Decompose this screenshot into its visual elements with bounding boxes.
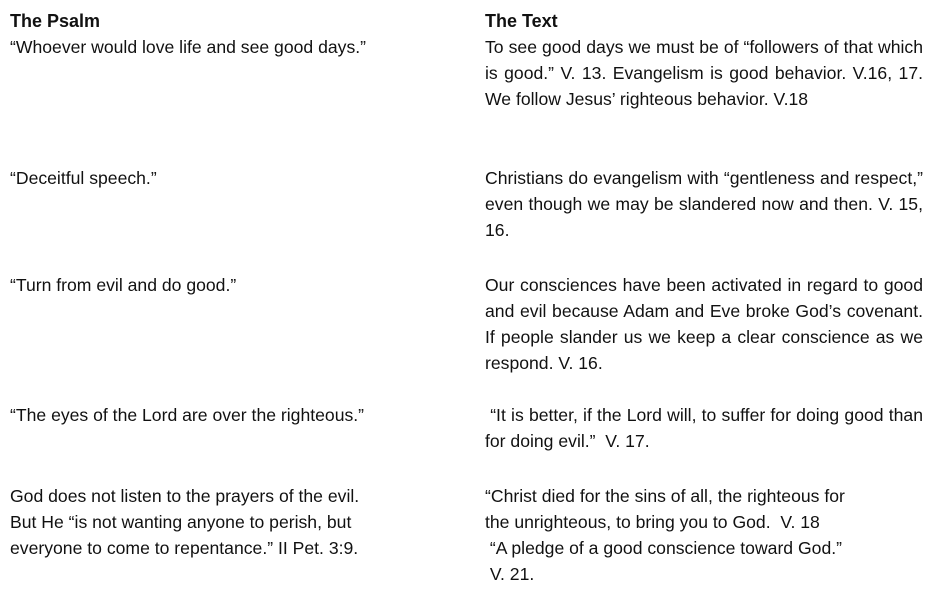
text-column <box>485 8 928 584</box>
psalm-row-1 <box>10 34 450 60</box>
psalm-row-5-line-2: But He “is not wanting anyone to perish, but <box>10 512 352 532</box>
psalm-row-4-line-1: “The eyes of the Lord are over the righteous.” <box>10 405 365 425</box>
text-row-5-line-1: “Christ died for the sins of all, the righteous for <box>485 486 845 506</box>
text-row-4: “It is better, if the Lord will, to suffer for doing good than for doing evil.” V. 17. <box>485 405 928 451</box>
text-row-2: Christians do evangelism with “gentleness and respect,” even though we may be slandered now and then. V. 15, 16. <box>485 168 923 240</box>
text-row-5-line-4: V. 21. <box>485 564 535 584</box>
psalm-heading: The Psalm <box>10 11 101 31</box>
text-row-5-line-3: “A pledge of a good conscience toward God.” <box>485 538 842 558</box>
psalm-row-4 <box>10 402 450 428</box>
text-row-3: Our consciences have been activated in regard to good and evil because Adam and Eve broke God’s covenant. If people slander us we keep a clear conscience as we respond. V. 16. <box>485 275 923 373</box>
psalm-row-1-line-1: “Whoever would love life and see good days.” <box>10 37 366 57</box>
psalm-row-5-line-3: everyone to come to repentance.” II Pet. 3:9. <box>10 538 359 558</box>
text-row-1: To see good days we must be of “followers of that which is good.” V. 13. Evangelism is good behavior. V.16, 17. We follow Jesus’ righteous behavior. V.18 <box>485 37 923 109</box>
text-row-5-line-2: the unrighteous, to bring you to God. V. 18 <box>485 512 820 532</box>
text-heading: The Text <box>485 11 558 31</box>
psalm-row-2-line-1: “Deceitful speech.” <box>10 168 157 188</box>
psalm-row-3-line-1: “Turn from evil and do good.” <box>10 275 237 295</box>
psalm-row-3 <box>10 272 450 298</box>
psalm-column <box>10 8 450 558</box>
text-row-5 <box>485 483 923 587</box>
psalm-row-5 <box>10 483 450 561</box>
psalm-row-5-line-1: God does not listen to the prayers of the evil. <box>10 486 360 506</box>
psalm-row-2 <box>10 165 450 191</box>
